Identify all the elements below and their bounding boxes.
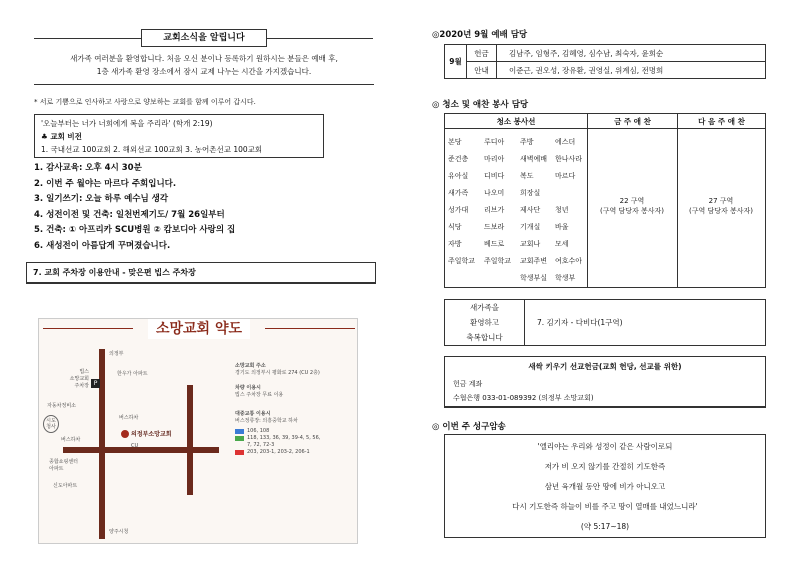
- label-line: 환영하고: [470, 318, 499, 327]
- bus-color-icon: [235, 450, 244, 455]
- map-title-line: [43, 328, 133, 329]
- offering-line: 헌금 계좌: [453, 380, 483, 388]
- news-item: 4. 성전이전 및 건축: 일천번제기도/ 7월 26일부터: [34, 209, 225, 220]
- header-row: [445, 114, 765, 129]
- cleaning-col: [484, 134, 520, 270]
- news-item: 1. 감사교육: 오후 4시 30분: [34, 163, 142, 173]
- map-title-line: [265, 328, 355, 329]
- group: 학생부: [555, 274, 576, 282]
- vision-box: [34, 114, 324, 158]
- this-week-zone: 22 구역: [619, 197, 645, 205]
- group: 모세: [555, 240, 569, 248]
- group: 바울: [555, 223, 569, 231]
- bus-line-text: 118, 133, 36, 39, 39-4, 5, 56,: [247, 435, 321, 441]
- offering-title: 새싹 키우기 선교헌금(교회 헌당, 선교를 위한): [528, 362, 682, 371]
- cleaning-col: [448, 134, 484, 270]
- next-week-zone: 27 구역: [708, 197, 734, 205]
- place: 주일학교: [448, 257, 476, 265]
- cleaning-col: [555, 134, 587, 287]
- auto-label: 자동차정비소: [47, 403, 76, 409]
- north-label: 의정부: [109, 351, 124, 357]
- group: 청년: [555, 206, 569, 214]
- cu-label: CU: [131, 443, 139, 449]
- verse-line: 삼년 육개월 동안 땅에 비가 아니오고: [544, 482, 666, 491]
- worship-title: ◎2020년 9월 예배 담당: [432, 30, 528, 40]
- bus-stop-label: 버스하차: [119, 415, 139, 421]
- main-road: [99, 349, 105, 539]
- apartment-label: 한우가 아파트: [117, 371, 148, 377]
- header-cleaning: 청소 봉사선: [496, 117, 536, 126]
- center-label: 종합쇼핑센터 아파트: [49, 459, 78, 472]
- bus-line: [235, 435, 355, 442]
- offering-box: [444, 356, 766, 408]
- news-item: 2. 이번 주 월야는 마르다 주회입니다.: [34, 178, 177, 189]
- bus-line: [235, 428, 355, 435]
- label-line: 새가족을: [470, 303, 499, 312]
- cross-road: [63, 447, 219, 453]
- map-title: 소망교회 약도: [148, 319, 250, 339]
- vision-verse: '오늘부터는 너가 너희에게 복을 주리라' (학개 2:19): [41, 119, 213, 128]
- bus-info: 버스정류장: 의흥중학교 하차: [235, 418, 298, 424]
- verse-line: 저가 비 오지 않기를 간절히 기도한즉: [544, 462, 666, 471]
- divider: [267, 38, 373, 39]
- bus-line-text: 106, 108: [247, 428, 270, 434]
- car-title: 차량 이용시: [235, 385, 261, 391]
- news-item: 5. 건축: ① 아프리카 SCU병원 ② 캄보디아 사랑의 집: [34, 225, 236, 235]
- side-road: [187, 385, 193, 495]
- news-item: 6. 새성전이 아름답게 꾸며졌습니다.: [34, 240, 171, 251]
- group: 디비다: [484, 172, 505, 180]
- cleaning-title: ◎ 청소 및 애찬 봉사 담당: [432, 100, 529, 110]
- parking-note: 7. 교회 주차장 이용안내 - 맞은편 빕스 주차장: [33, 268, 196, 277]
- station-label: 신도아파트: [53, 483, 78, 489]
- notice-title-box: [141, 29, 267, 47]
- place: 학생부실: [520, 274, 548, 282]
- worship-names: 이준근, 권오성, 장유환, 권영실, 위계심, 전명희: [497, 62, 766, 79]
- cleaning-col: [520, 134, 554, 287]
- bus-line: [235, 449, 355, 456]
- group: 드보라: [484, 223, 505, 231]
- cleaning-table: [444, 113, 766, 288]
- group: 베드로: [484, 240, 505, 248]
- bus-line-text: 203, 203-1, 203-2, 206-1: [247, 449, 310, 455]
- parking-box: [26, 262, 376, 284]
- verse-line: '엘리야는 우리와 성정이 같은 사람이로되: [537, 442, 673, 451]
- bus-title: 대중교통 이용시: [235, 411, 271, 417]
- place: 제사단: [520, 206, 541, 214]
- this-week-cell: [587, 196, 677, 216]
- place: 복도: [520, 172, 534, 180]
- next-week-note: (구역 담당자 봉사자): [688, 207, 753, 215]
- place: 유아실: [448, 172, 469, 180]
- divider: [34, 38, 141, 39]
- welcome-line: 새가족 여러분을 환영합니다. 처음 오신 분이나 등록하기 원하시는 분들은 예배 후,: [70, 54, 338, 63]
- new-family-label: [445, 300, 525, 345]
- new-family-names: 7. 김기자 - 다비다(1구역): [537, 318, 623, 327]
- place: 본당: [448, 138, 462, 146]
- welcome-line: 1층 새가족 환영 장소에서 잠시 교제 나누는 시간을 가지겠습니다.: [96, 67, 312, 76]
- place: 교회주변: [520, 257, 548, 265]
- place: 교회나: [520, 240, 541, 248]
- new-family-box: [444, 299, 766, 346]
- place: 희장실: [520, 189, 541, 197]
- church-map: [38, 318, 358, 544]
- bus-stop-label: 버스하차: [61, 437, 81, 443]
- place: 성가대: [448, 206, 469, 214]
- news-list: [34, 161, 235, 254]
- group: 여호수아: [555, 257, 583, 265]
- group: 마리아: [484, 155, 505, 163]
- place: 식당: [448, 223, 462, 231]
- map-info: [235, 363, 355, 456]
- place: 자방: [448, 240, 462, 248]
- worship-label: 헌금: [467, 45, 497, 62]
- worship-table: [444, 44, 766, 79]
- vision-items: 1. 국내선교 100교회 2. 해외선교 100교회 3. 농어촌선교 100교회: [41, 145, 263, 154]
- greeting-note: * 서로 기쁨으로 인사하고 사랑으로 양보하는 교회를 함께 이루어 갑시다.: [34, 98, 256, 106]
- church-pin-icon: [121, 430, 129, 438]
- group: 마르다: [555, 172, 576, 180]
- divider: [34, 84, 374, 85]
- vision-label: ♣ 교회 비전: [41, 132, 82, 141]
- addr: 경기도 의정부시 평화로 274 (CU 2층): [235, 370, 320, 376]
- place: 기개실: [520, 223, 541, 231]
- church-name: 의정부소망교회: [131, 431, 172, 438]
- header-this-week: 금 주 애 찬: [587, 114, 677, 129]
- group: 한나사라: [555, 155, 583, 163]
- map-title-banner: [39, 319, 359, 339]
- group: 루디아: [484, 138, 505, 146]
- notice-title: 교회소식을 알립니다: [163, 33, 245, 43]
- place: 새벽예배: [520, 155, 548, 163]
- car-info: 빕스 주차장 무료 이용: [235, 392, 284, 398]
- place: 준건층: [448, 155, 469, 163]
- welcome-text: [34, 52, 374, 78]
- south-label: 양주시청: [109, 529, 129, 535]
- parking-label: 빕스 소망교회 주차장: [69, 369, 89, 389]
- verse-ref: (약 5:17~18): [580, 522, 630, 531]
- verse-line: 다시 기도한즉 하늘이 비를 주고 땅이 열매를 내었느니라': [512, 502, 698, 511]
- offering-account: 수협은행 033-01-089392 (의정부 소망교회): [453, 394, 594, 402]
- label-line: 축복합니다: [466, 333, 503, 342]
- worship-label: 안내: [467, 62, 497, 79]
- group: 주일학교: [484, 257, 512, 265]
- group: 리브가: [484, 206, 505, 214]
- worship-names: 김남주, 임형주, 김혜영, 심수남, 최숙자, 윤희순: [497, 45, 766, 62]
- addr-title: 소망교회 주소: [235, 363, 266, 369]
- news-item: 3. 일기쓰기: 오늘 하루 예수님 생각: [34, 194, 169, 204]
- next-week-cell: [677, 196, 765, 216]
- group: [555, 185, 587, 202]
- worship-month: 9월: [445, 45, 467, 79]
- city-hall-badge: 시도 청사: [43, 415, 59, 433]
- parking-icon: P: [91, 379, 100, 388]
- verse-box: [444, 434, 766, 538]
- bus-color-icon: [235, 429, 244, 434]
- header-next-week: 다 음 주 애 찬: [677, 114, 765, 129]
- bus-line-text: 7, 72, 72-3: [247, 442, 275, 448]
- bus-line: [235, 442, 355, 449]
- bus-color-icon: [235, 436, 244, 441]
- this-week-note: (구역 담당자 봉사자): [599, 207, 664, 215]
- verse-title: ◎ 이번 주 성구암송: [432, 422, 506, 432]
- group: 에스더: [555, 138, 576, 146]
- group: 나오미: [484, 189, 505, 197]
- place: 새가족: [448, 189, 469, 197]
- place: 주방: [520, 138, 534, 146]
